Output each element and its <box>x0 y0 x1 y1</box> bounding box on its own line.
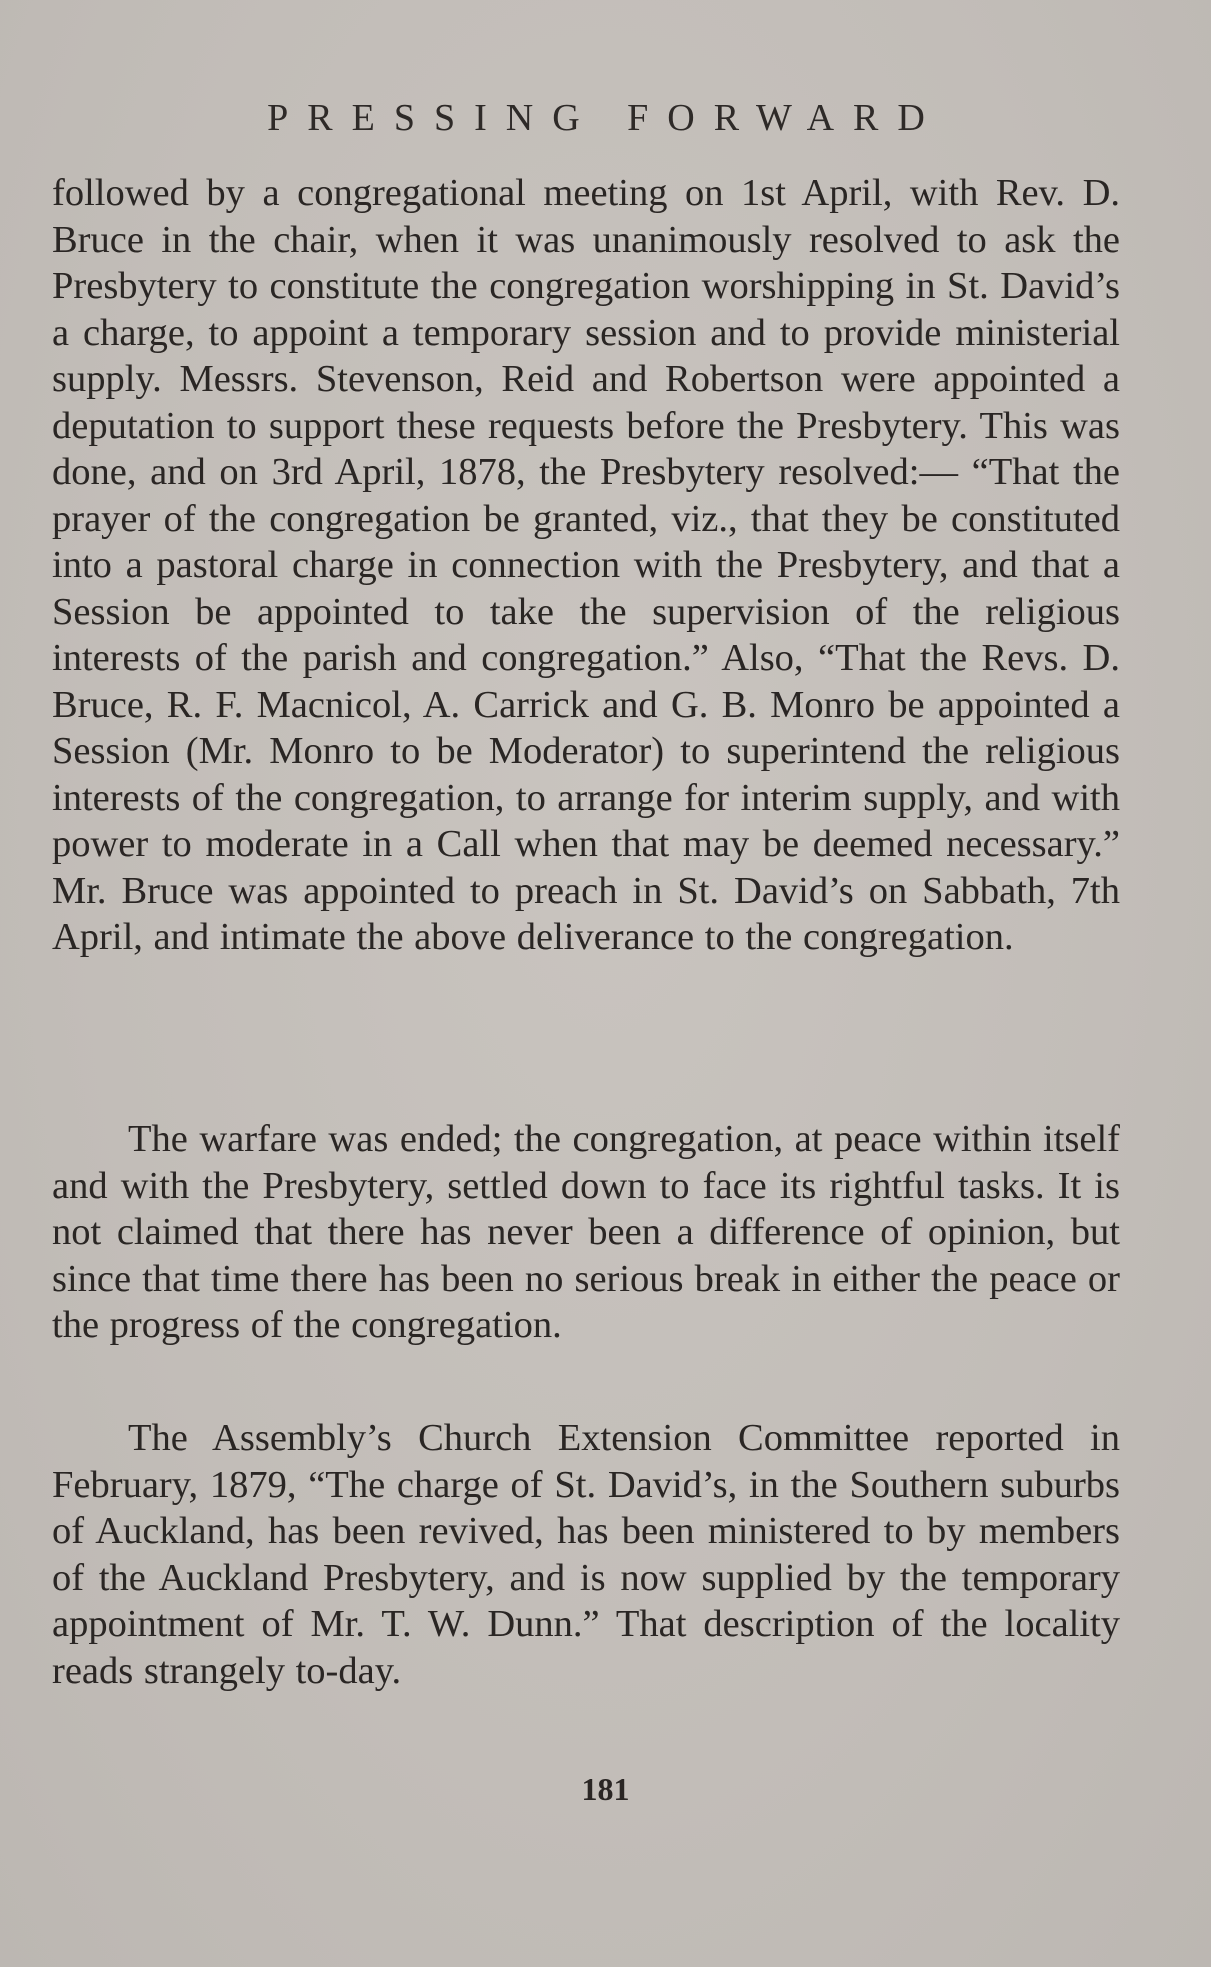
body-text-block-2 <box>52 1116 1120 1349</box>
paragraph-1: followed by a congregational meeting on 1st April, with Rev. D. Bruce in the chair, when it was unanimously resolved to ask the Presbytery to constitute the congregation worshipping in St. David’s a charge, to appoint a temporary session and to provide ministerial supply. Messrs. Stevenson, Reid and Robertson were appointed a deputation to support these requests before the Presbytery. This was done, and on 3rd April, 1878, the Presbytery resolved:— “That the prayer of the congregation be granted, viz., that they be constituted into a pastoral charge in connection with the Presbytery, and that a Session be appointed to take the supervision of the religious interests of the parish and congregation.” Also, “That the Revs. D. Bruce, R. F. Macnicol, A. Carrick and G. B. Monro be appointed a Session (Mr. Monro to be Moderator) to superintend the religious interests of the congregation, to arrange for interim supply, and with power to moderate in a Call when that may be deemed necessary.” Mr. Bruce was appointed to preach in St. David’s on Sabbath, 7th April, and intimate the above deliverance to the congregation. <box>52 172 1120 958</box>
page-number: 181 <box>581 1771 630 1807</box>
paragraph-2: The warfare was ended; the congregation, at peace within itself and with the Presbytery, settled down to face its rightful tasks. It is not claimed that there has never been a difference of opinion, but since that time there has been no serious break in either the peace or the progress of the congregation. <box>52 1118 1120 1346</box>
body-text-block-3 <box>52 1415 1120 1694</box>
body-text-block-1 <box>52 170 1120 961</box>
running-head: PRESSING FORWARD <box>267 97 944 139</box>
paragraph-3: The Assembly’s Church Extension Committee reported in February, 1879, “The charge of St. David’s, in the Southern suburbs of Auckland, has been revived, has been ministered to by members of the Auckland Presbytery, and is now supplied by the temporary appointment of Mr. T. W. Dunn.” That description of the locality reads strangely to-day. <box>52 1417 1120 1692</box>
